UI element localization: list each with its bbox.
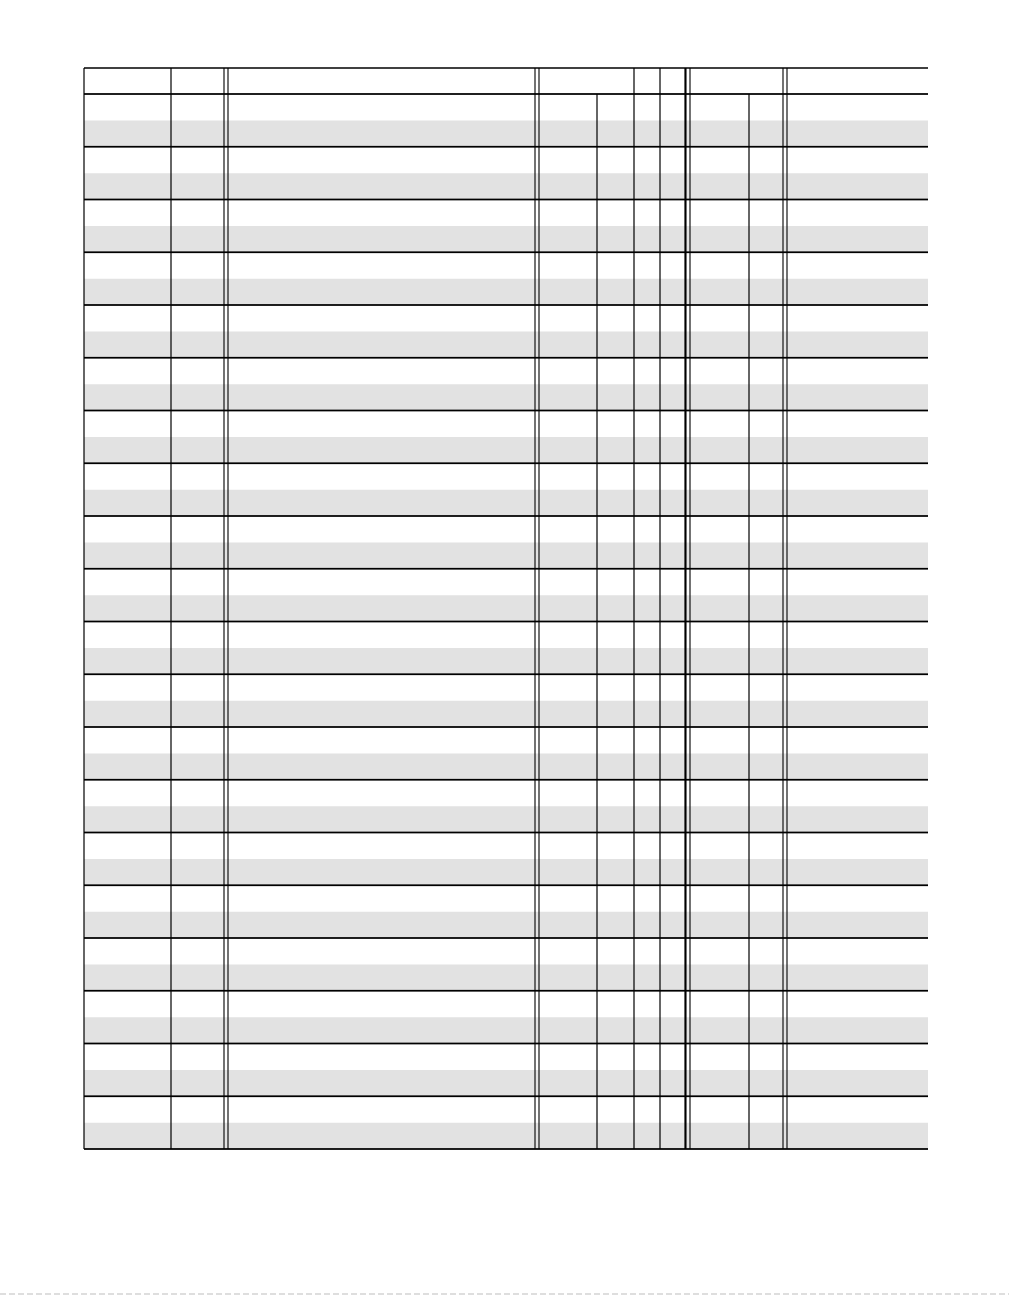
row-shaded-band — [84, 1070, 928, 1096]
row-shaded-band — [84, 648, 928, 674]
row-shaded-band — [84, 965, 928, 991]
row-shaded-band — [84, 859, 928, 885]
row-shaded-band — [84, 1123, 928, 1149]
row-shaded-band — [84, 332, 928, 358]
row-shaded-band — [84, 754, 928, 780]
row-shaded-band — [84, 490, 928, 516]
row-shaded-band — [84, 279, 928, 305]
row-shaded-band — [84, 384, 928, 410]
row-shaded-band — [84, 912, 928, 938]
row-shaded-band — [84, 437, 928, 463]
row-shaded-band — [84, 701, 928, 727]
row-shaded-band — [84, 226, 928, 252]
row-shaded-band — [84, 806, 928, 832]
row-shaded-band — [84, 543, 928, 569]
row-shaded-band — [84, 121, 928, 147]
row-shaded-band — [84, 173, 928, 199]
row-shaded-band — [84, 595, 928, 621]
row-shaded-band — [84, 1017, 928, 1043]
